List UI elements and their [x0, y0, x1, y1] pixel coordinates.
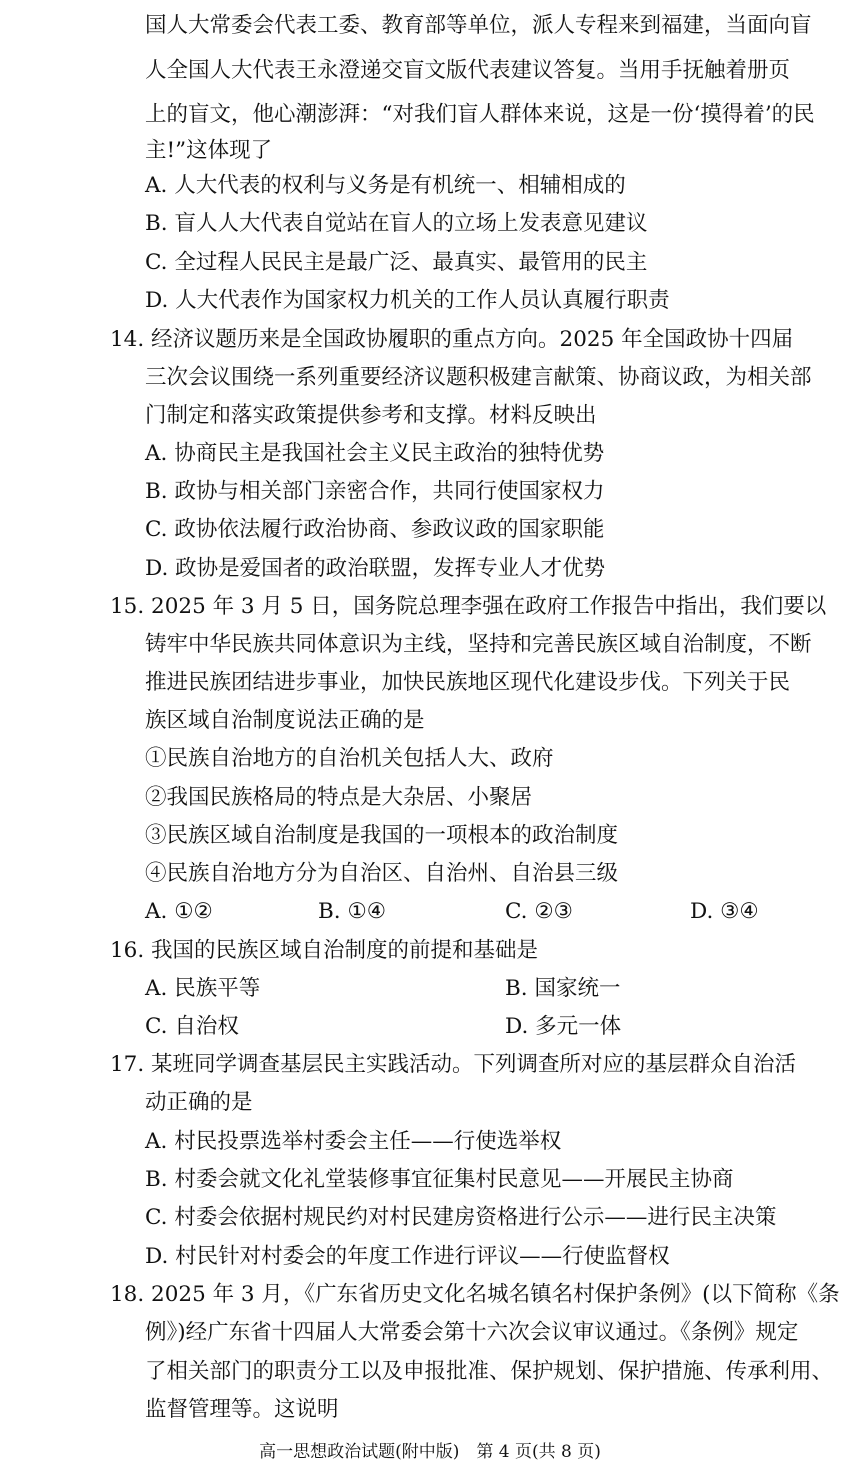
- q14-stem-line-2: 三次会议围绕一系列重要经济议题积极建言献策、协商议政，为相关部: [145, 365, 812, 390]
- q15-option-c: C. ②③: [505, 899, 573, 924]
- q16-option-b: B. 国家统一: [505, 976, 621, 1001]
- q15-stem-line-4: 族区域自治制度说法正确的是: [145, 708, 425, 733]
- q13-option-d: D. 人大代表作为国家权力机关的工作人员认真履行职责: [145, 288, 670, 313]
- q14-stem-line-1: 14. 经济议题历来是全国政协履职的重点方向。2025 年全国政协十四届: [110, 327, 794, 352]
- q14-option-a: A. 协商民主是我国社会主义民主政治的独特优势: [145, 441, 605, 466]
- q14-stem-line-3: 门制定和落实政策提供参考和支撑。材料反映出: [145, 403, 597, 428]
- q13-stem-line-2: 人全国人大代表王永澄递交盲文版代表建议答复。当用手抚触着册页: [145, 58, 791, 83]
- q15-statement-3: ③民族区域自治制度是我国的一项根本的政治制度: [145, 823, 619, 848]
- q17-option-d: D. 村民针对村委会的年度工作进行评议——行使监督权: [145, 1244, 670, 1269]
- q18-stem-line-2: 例》)经广东省十四届人大常委会第十六次会议审议通过。《条例》规定: [145, 1320, 799, 1345]
- q15-stem-line-2: 铸牢中华民族共同体意识为主线，坚持和完善民族区域自治制度，不断: [145, 632, 812, 657]
- q17-option-b: B. 村委会就文化礼堂装修事宜征集村民意见——开展民主协商: [145, 1167, 734, 1192]
- q18-stem-line-3: 了相关部门的职责分工以及申报批准、保护规划、保护措施、传承利用、: [145, 1359, 834, 1384]
- q13-stem-line-4: 主!”这体现了: [145, 138, 273, 163]
- q14-option-d: D. 政协是爱国者的政治联盟，发挥专业人才优势: [145, 556, 606, 581]
- q15-stem-line-1: 15. 2025 年 3 月 5 日，国务院总理李强在政府工作报告中指出，我们要以: [110, 594, 827, 619]
- q17-option-a: A. 村民投票选举村委会主任——行使选举权: [145, 1129, 562, 1154]
- q13-option-c: C. 全过程人民民主是最广泛、最真实、最管用的民主: [145, 250, 648, 275]
- q13-stem-line-1: 国人大常委会代表工委、教育部等单位，派人专程来到福建，当面向盲: [145, 13, 812, 38]
- q15-statement-1: ①民族自治地方的自治机关包括人大、政府: [145, 746, 554, 771]
- q16-option-d: D. 多元一体: [505, 1014, 622, 1039]
- q13-option-b: B. 盲人人大代表自觉站在盲人的立场上发表意见建议: [145, 211, 648, 236]
- q15-option-a: A. ①②: [145, 899, 213, 924]
- q14-option-b: B. 政协与相关部门亲密合作，共同行使国家权力: [145, 479, 605, 504]
- q15-option-b: B. ①④: [318, 899, 387, 924]
- page-footer: 高一思想政治试题(附中版) 第 4 页(共 8 页): [259, 1442, 601, 1462]
- q16-option-c: C. 自治权: [145, 1014, 239, 1039]
- q16-stem: 16. 我国的民族区域自治制度的前提和基础是: [110, 938, 539, 963]
- q16-option-a: A. 民族平等: [145, 976, 261, 1001]
- q15-stem-line-3: 推进民族团结进步事业，加快民族地区现代化建设步伐。下列关于民: [145, 670, 791, 695]
- q15-option-d: D. ③④: [690, 899, 759, 924]
- q14-option-c: C. 政协依法履行政治协商、参政议政的国家职能: [145, 517, 605, 542]
- q15-statement-2: ②我国民族格局的特点是大杂居、小聚居: [145, 785, 533, 810]
- q17-stem-line-2: 动正确的是: [145, 1090, 253, 1115]
- q17-option-c: C. 村委会依据村规民约对村民建房资格进行公示——进行民主决策: [145, 1205, 777, 1230]
- q15-statement-4: ④民族自治地方分为自治区、自治州、自治县三级: [145, 861, 619, 886]
- q18-stem-line-1: 18. 2025 年 3 月，《广东省历史文化名城名镇名村保护条例》(以下简称《条: [110, 1282, 840, 1307]
- q18-stem-line-4: 监督管理等。这说明: [145, 1397, 339, 1422]
- q13-option-a: A. 人大代表的权利与义务是有机统一、相辅相成的: [145, 173, 626, 198]
- q17-stem-line-1: 17. 某班同学调查基层民主实践活动。下列调查所对应的基层群众自治活: [110, 1052, 797, 1077]
- q13-stem-line-3: 上的盲文，他心潮澎湃：“对我们盲人群体来说，这是一份‘摸得着’的民: [145, 102, 815, 127]
